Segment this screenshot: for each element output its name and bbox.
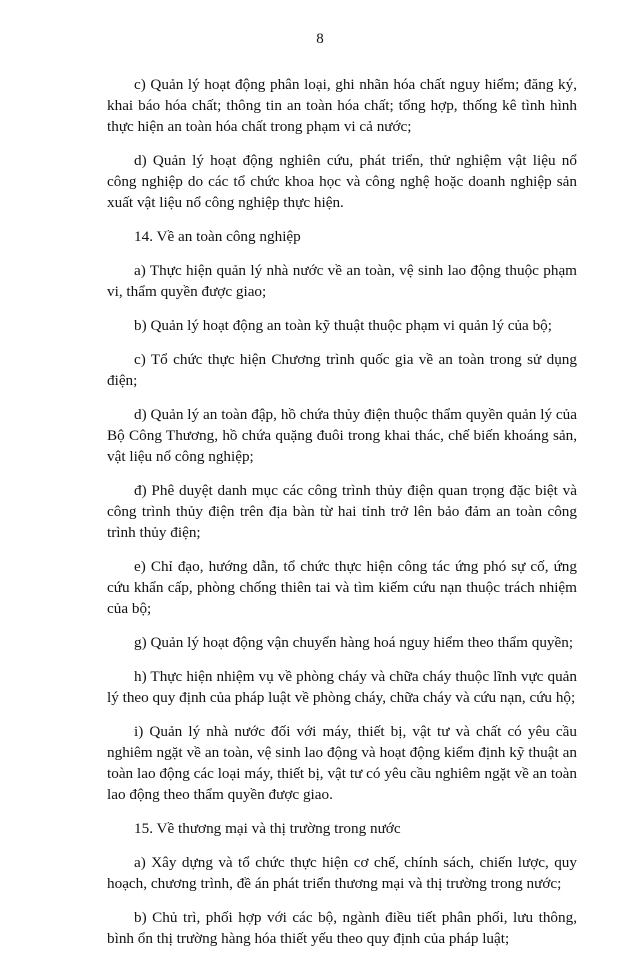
paragraph-c-chemical-labeling: c) Quản lý hoạt động phân loại, ghi nhãn hóa chất nguy hiểm; đăng ký, khai báo hóa chất; thông tin an toàn hóa chất; tổng hợp, thống kê tình hình thực hiện an toàn hóa chất trong phạm vi cả nước; xyxy=(107,76,577,135)
section-heading-14: 14. Về an toàn công nghiệp xyxy=(134,228,301,245)
section-heading-15: 15. Về thương mại và thị trường trong nước xyxy=(134,820,401,837)
paragraph-a-labor-safety: a) Thực hiện quản lý nhà nước về an toàn, vệ sinh lao động thuộc phạm vi, thẩm quyền được giao; xyxy=(107,262,577,300)
page-number: 8 xyxy=(316,31,324,47)
paragraph-c-electric-safety-program: c) Tổ chức thực hiện Chương trình quốc gia về an toàn trong sử dụng điện; xyxy=(107,351,577,389)
paragraph-dd-hydropower-approval: đ) Phê duyệt danh mục các công trình thủy điện quan trọng đặc biệt và công trình thủy điện trên địa bàn từ hai tỉnh trở lên bảo đảm an toàn công trình thủy điện; xyxy=(107,482,577,541)
paragraph-h-fire-prevention: h) Thực hiện nhiệm vụ về phòng cháy và chữa cháy thuộc lĩnh vực quản lý theo quy định của pháp luật về phòng cháy, chữa cháy và cứu nạn, cứu hộ; xyxy=(107,668,577,706)
paragraph-g-hazardous-transport: g) Quản lý hoạt động vận chuyển hàng hoá nguy hiểm theo thẩm quyền; xyxy=(134,634,574,651)
document-body xyxy=(107,74,577,962)
paragraph-d-dam-safety: d) Quản lý an toàn đập, hồ chứa thủy điện thuộc thẩm quyền quản lý của Bộ Công Thương, hồ chứa quặng đuôi trong khai thác, chế biến khoáng sản, vật liệu nổ công nghiệp; xyxy=(107,406,577,465)
paragraph-a-trade-policy: a) Xây dựng và tổ chức thực hiện cơ chế, chính sách, chiến lược, quy hoạch, chương trình, đề án phát triển thương mại và thị trường trong nước; xyxy=(107,854,577,892)
paragraph-b-technical-safety: b) Quản lý hoạt động an toàn kỹ thuật thuộc phạm vi quản lý của bộ; xyxy=(134,317,552,334)
paragraph-d-explosive-research: d) Quản lý hoạt động nghiên cứu, phát triển, thử nghiệm vật liệu nổ công nghiệp do các tổ chức khoa học và công nghệ hoặc doanh nghiệp sản xuất vật liệu nổ công nghiệp thực hiện. xyxy=(107,152,577,211)
paragraph-e-incident-response: e) Chỉ đạo, hướng dẫn, tổ chức thực hiện công tác ứng phó sự cố, ứng cứu khẩn cấp, phòng chống thiên tai và tìm kiếm cứu nạn thuộc trách nhiệm của bộ; xyxy=(107,558,577,617)
paragraph-b-market-stabilization: b) Chủ trì, phối hợp với các bộ, ngành điều tiết phân phối, lưu thông, bình ổn thị trường hàng hóa thiết yếu theo quy định của pháp luật; xyxy=(107,909,577,947)
paragraph-i-strict-equipment: i) Quản lý nhà nước đối với máy, thiết bị, vật tư và chất có yêu cầu nghiêm ngặt về an toàn, vệ sinh lao động và hoạt động kiểm định kỹ thuật an toàn lao động các loại máy, thiết bị, vật tư có yêu cầu nghiêm ngặt về an toàn lao động theo thẩm quyền được giao. xyxy=(107,723,577,803)
